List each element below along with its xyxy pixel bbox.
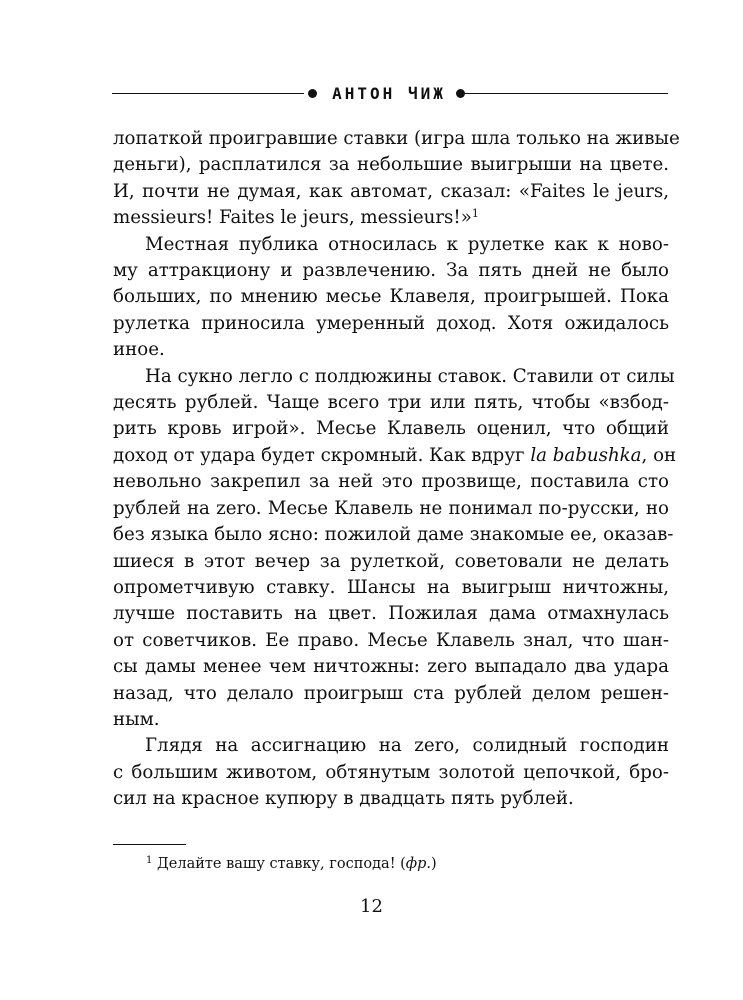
header-rule-left [112,93,304,94]
text-line: лопаткой проигравшие ставки (игра шла только на живые [113,128,680,149]
header-bullet-left [308,89,317,98]
header-bullet-right [456,89,465,98]
text-line: от советчиков. Ее право. Месье Клавель знал, что шан- [113,629,669,651]
text-line: опрометчивую ставку. Шансы на выигрыш ничтожны, [113,576,669,598]
italic-term: la babushka [530,444,642,466]
text-line: невольно закрепил за ней это прозвище, поставила сто [113,471,669,493]
footnote-close: ) [431,856,437,872]
header-author: АНТОН ЧИЖ [332,84,446,103]
text-line [113,443,677,469]
main-text [113,126,680,813]
footnote-lang: фр. [405,856,432,872]
text-fragment: доход от удара будет скромный. Как вдруг [113,444,531,466]
header-rule-right [465,93,668,94]
text-line: деньги), расплатился за небольшие выигрыши на цвете. [113,154,669,176]
text-line: иное. [113,339,165,361]
text-line: Глядя на ассигнацию на zero, солидный господин [145,735,669,757]
text-line: лучше поставить на цвет. Пожилая дама отмахнулась [113,603,669,625]
text-line: рублей на zero. Месье Клавель не понимал по-русски, но [113,497,669,519]
text-line: На сукно легло с полдюжины ставок. Ставили от силы [145,365,675,387]
text-line: рить кровь игрой». Месье Клавель оценил, что общий [113,418,669,440]
text-line: шиеся в этот вечер за рулеткой, советовали не делать [113,550,669,572]
footnote-ref: 1 [471,207,479,221]
footnote [146,854,437,874]
page-number: 12 [360,896,383,917]
running-header [112,84,668,104]
text-line: му аттракциону и развлечению. За пять дней не было [113,260,669,282]
text-fragment: messieurs! Faites le jeurs, messieurs!» [113,207,472,229]
text-line [113,205,669,231]
text-line: сы дамы менее чем ничтожны: zero выпадало два удара [113,656,669,678]
footnote-divider [113,844,186,845]
text-line: больших, по мнению месье Клавеля, проигрышей. Пока [113,286,669,308]
text-line: без языка было ясно: пожилой даме знакомые ее, оказав- [113,524,674,546]
text-line: Местная публика относилась к рулетке как к ново- [145,233,669,255]
text-line: с большим животом, обтянутым золотой цепочкой, бро- [113,761,669,783]
text-line: рулетка приносила умеренный доход. Хотя ожидалось [113,312,669,334]
footnote-number: 1 [146,855,153,866]
text-line: ным. [113,708,160,730]
text-line: сил на красное купюру в двадцать пять рублей. [113,788,574,810]
text-line: И, почти не думая, как автомат, сказал: «Faites le jeurs, [113,180,669,202]
footnote-text: Делайте вашу ставку, господа! ( [156,856,406,872]
text-line: назад, что делало проигрыш ста рублей делом решен- [113,682,669,704]
text-fragment: , он [641,444,677,466]
text-line: десять рублей. Чаще всего три или пять, чтобы «взбод- [113,392,669,414]
